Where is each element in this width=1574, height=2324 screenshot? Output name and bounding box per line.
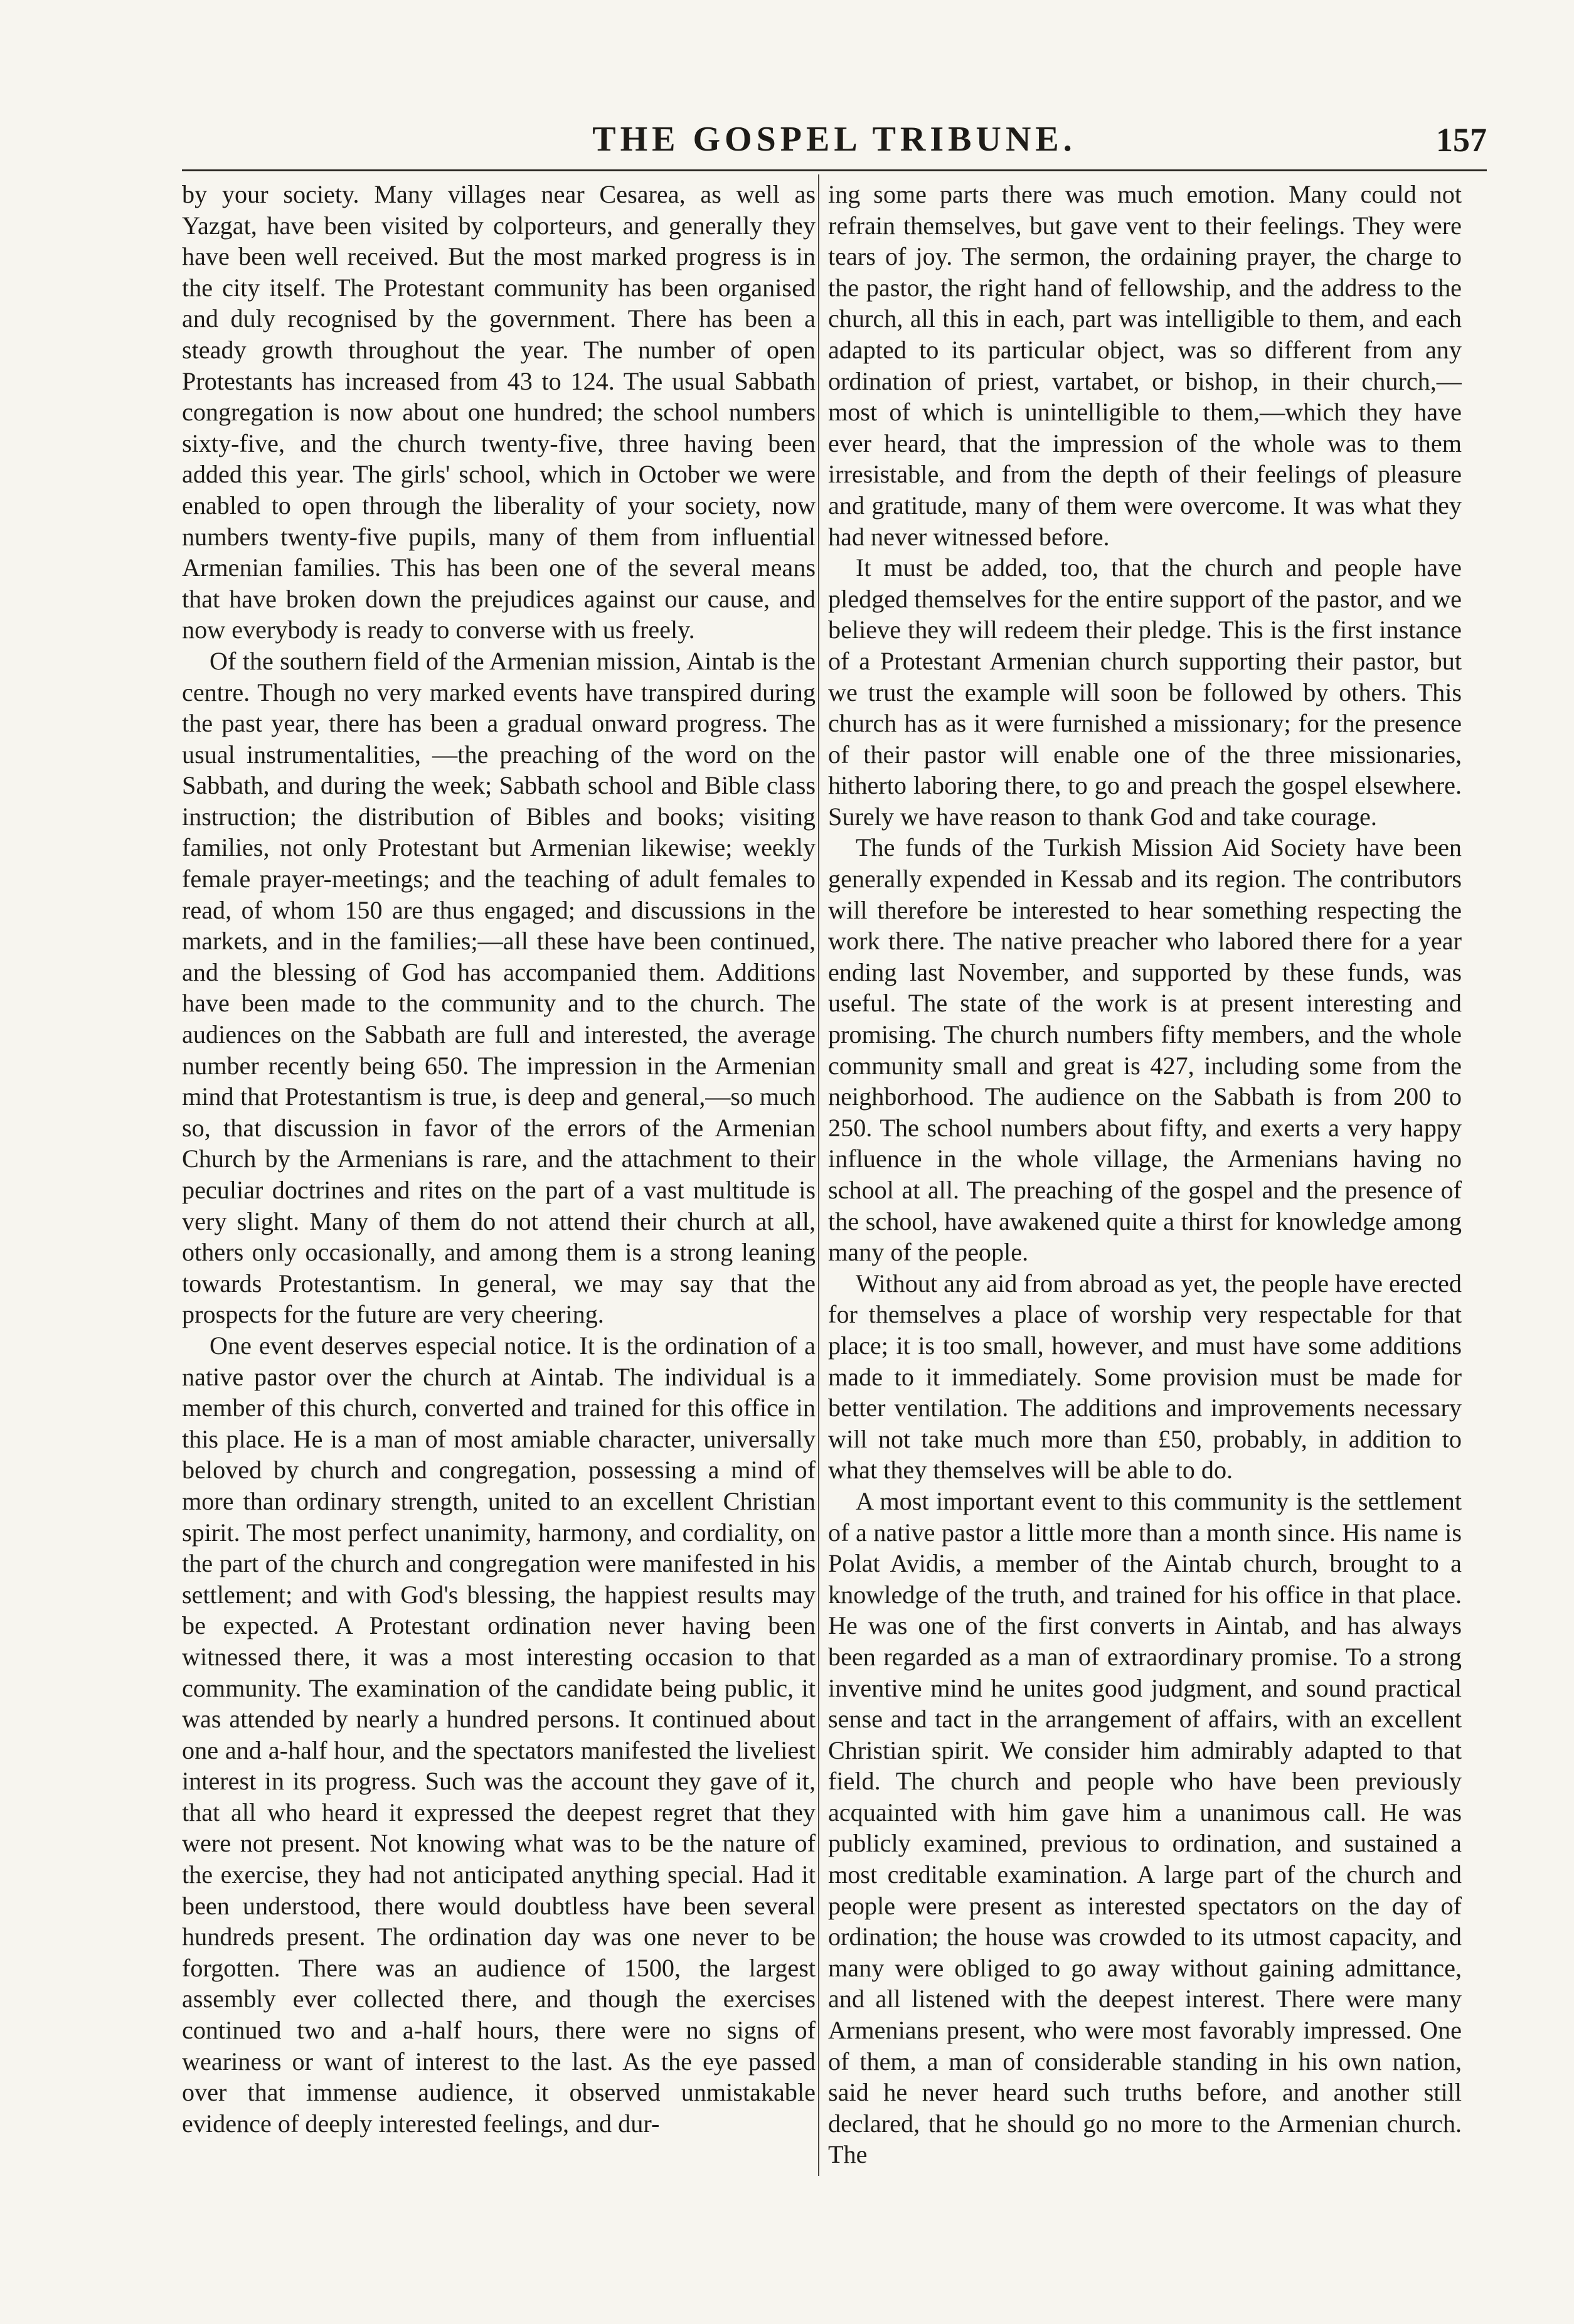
paragraph-emotion: ing some parts there was much emotion. Many could not refrain themselves, but gave vent to their feelings. They were tears of joy. The sermon, the ordaining prayer, the charge to the pastor, the right hand of fellowship, and the address to the church, all this in each, part was intelligible to them, and each adapted to its particular object, was so different from any ordination of priest, vartabet, or bishop, in their church,—most of which is unintelligible to them,—which they have ever heard, that the impression of the whole was to them irresistable, and from the depth of their feelings of pleasure and gratitude, many of them were overcome. It was what they had never witnessed before. xyxy=(828,180,1462,551)
column-divider xyxy=(818,174,819,2176)
left-column xyxy=(182,179,816,2174)
paragraph-cesarea: by your society. Many villages near Cesarea, as well as Yazgat, have been visited by colporteurs, and generally they have been well received. But the most marked progress is in the city itself. The Protestant community has been organised and duly recognised by the government. There has been a steady growth throughout the year. The number of open Protestants has increased from 43 to 124. The usual Sabbath congregation is now about one hundred; the school numbers sixty-five, and the church twenty-five, three having been added this year. The girls' school, which in October we were enabled to open through the liberality of your society, now numbers twenty-five pupils, many of them from influential Armenian families. This has been one of the several means that have broken down the prejudices against our cause, and now everybody is ready to converse with us freely. xyxy=(182,180,816,644)
paragraph-place-of-worship: Without any aid from abroad as yet, the people have erected for themselves a place of worship very respectable for that place; it is too small, however, and must have some additions made to it immediately. Some provision must be made for better ventilation. The additions and improvements necessary will not take much more than £50, probably, in addition to what they themselves will be able to do. xyxy=(828,1269,1462,1484)
paragraph-pastor-support: It must be added, too, that the church and people have pledged themselves for the entire support of the pastor, and we believe they will redeem their pledge. This is the first instance of a Protestant Armenian church supporting their pastor, but we trust the example will soon be followed by others. This church has as it were furnished a missionary; for the presence of their pastor will enable one of the three missionaries, hitherto laboring there, to go and preach the gospel elsewhere. Surely we have reason to thank God and take courage. xyxy=(828,553,1462,831)
paragraph-native-pastor: A most important event to this community is the settlement of a native pastor a little more than a month since. His name is Polat Avidis, a member of the Aintab church, brought to a knowledge of the truth, and trained for his office in that place. He was one of the first converts in Aintab, and has always been regarded as a man of extraordinary promise. To a strong inventive mind he unites good judgment, and sound practical sense and tact in the arrangement of affairs, with an excellent Christian spirit. We consider him admirably adapted to that field. The church and people who have been previously acquainted with him gave him a unanimous call. He was publicly examined, previous to ordination, and sustained a most creditable examination. A large part of the church and people were present as interested spectators on the day of ordination; the house was crowded to its utmost capacity, and many were obliged to go away without gaining admittance, and all listened with the deepest interest. There were many Armenians present, who were most favorably impressed. One of them, a man of considerable standing in his own nation, said he never heard such truths before, and another still declared, that he should go no more to the Armenian church. The xyxy=(828,1486,1462,2169)
journal-title: THE GOSPEL TRIBUNE. xyxy=(592,120,1077,159)
page-number: 157 xyxy=(1436,121,1487,159)
running-head xyxy=(182,113,1487,169)
paragraph-ordination: One event deserves especial notice. It is the ordination of a native pastor over the church at Aintab. The individual is a member of this church, converted and trained for this office in this place. He is a man of most amiable character, universally beloved by church and congregation, possessing a mind of more than ordinary strength, united to an excellent Christian spirit. The most perfect unanimity, harmony, and cordiality, on the part of the church and congregation were manifested in his settlement; and with God's blessing, the happiest results may be expected. A Protestant ordination never having been witnessed there, it was a most interesting occasion to that community. The examination of the candidate being public, it was attended by nearly a hundred persons. It continued about one and a-half hour, and the spectators manifested the liveliest interest in its progress. Such was the account they gave of it, that all who heard it expressed the deepest regret that they were not present. Not knowing what was to be the nature of the exercise, they had not anticipated anything special. Had it been understood, there would doubtless have been several hundreds present. The ordination day was one never to be forgotten. There was an audience of 1500, the largest assembly ever collected there, and though the exercises continued two and a-half hours, there were no signs of weariness or want of interest to the last. As the eye passed over that immense audience, it observed unmistakable evidence of deeply interested feelings, and dur- xyxy=(182,1331,816,2138)
header-rule xyxy=(182,169,1487,171)
paragraph-kessab: The funds of the Turkish Mission Aid Society have been generally expended in Kessab and its region. The contributors will therefore be interested to hear something respecting the work there. The native preacher who labored there for a year ending last November, and supported by these funds, was useful. The state of the work is at present interesting and promising. The church numbers fifty members, and the whole community small and great is 427, including some from the neighborhood. The audience on the Sabbath is from 200 to 250. The school numbers about fifty, and exerts a very happy influence in the whole village, the Armenians having no school at all. The preaching of the gospel and the presence of the school, have awakened quite a thirst for knowledge among many of the people. xyxy=(828,833,1462,1267)
right-column xyxy=(828,179,1462,2174)
paragraph-aintab-field: Of the southern field of the Armenian mission, Aintab is the centre. Though no very marked events have transpired during the past year, there has been a gradual onward progress. The usual instrumentalities, —the preaching of the word on the Sabbath, and during the week; Sabbath school and Bible class instruction; the distribution of Bibles and books; visiting families, not only Protestant but Armenian likewise; weekly female prayer-meetings; and the teaching of adult females to read, of whom 150 are thus engaged; and discussions in the markets, and in the families;—all these have been continued, and the blessing of God has accompanied them. Additions have been made to the community and to the church. The audiences on the Sabbath are full and interested, the average number recently being 650. The impression in the Armenian mind that Protestantism is true, is deep and general,—so much so, that discussion in favor of the errors of the Armenian Church by the Armenians is rare, and the attachment to their peculiar doctrines and rites on the part of a vast multitude is very slight. Many of them do not attend their church at all, others only occasionally, and among them is a strong leaning towards Protestantism. In general, we may say that the prospects for the future are very cheering. xyxy=(182,646,816,1329)
